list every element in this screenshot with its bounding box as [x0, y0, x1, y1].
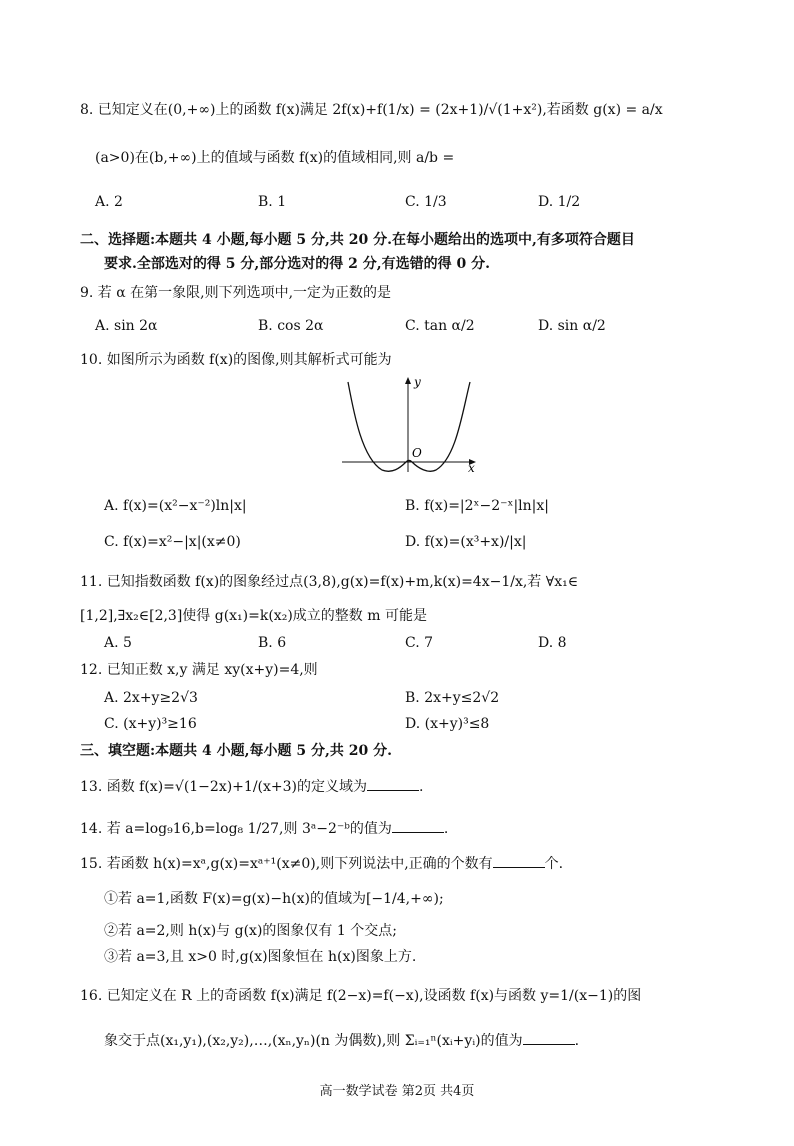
- q16-line1: 16. 已知定义在 R 上的奇函数 f(x)满足 f(2−x)=f(−x),设函数 f(x)与函数 y=1/(x−1)的图: [80, 988, 642, 1004]
- q10-option-b: B. f(x)=|2ˣ−2⁻ˣ|ln|x|: [405, 498, 549, 514]
- q11-option-b: B. 6: [258, 635, 287, 651]
- q15-item-2: ②若 a=2,则 h(x)与 g(x)的图象仅有 1 个交点;: [104, 923, 397, 939]
- q12-stem: 12. 已知正数 x,y 满足 xy(x+y)=4,则: [80, 662, 318, 678]
- q14-tail: .: [443, 821, 449, 837]
- q13-answer-blank[interactable]: [367, 776, 419, 791]
- q8-line2: (a>0)在(b,+∞)上的值域与函数 f(x)的值域相同,则 a/b =: [95, 150, 455, 166]
- q10-option-c: C. f(x)=x²−|x|(x≠0): [104, 534, 241, 550]
- q15-line: [80, 853, 563, 874]
- q15-tail: 个.: [544, 856, 564, 872]
- q11-option-d: D. 8: [538, 635, 567, 651]
- q9-stem: 9. 若 α 在第一象限,则下列选项中,一定为正数的是: [80, 285, 392, 301]
- q14-answer-blank[interactable]: [392, 818, 444, 833]
- q8-option-d: D. 1/2: [538, 194, 581, 210]
- section2-heading-line1: 二、选择题:本题共 4 小题,每小题 5 分,共 20 分.在每小题给出的选项中,有多项符合题目: [80, 232, 635, 248]
- q16-stem: 象交于点(x₁,y₁),(x₂,y₂),…,(xₙ,yₙ)(n 为偶数),则 Σᵢ₌₁ⁿ(xᵢ+yᵢ)的值为: [104, 1033, 523, 1049]
- q15-stem: 15. 若函数 h(x)=xᵃ,g(x)=xᵃ⁺¹(x≠0),则下列说法中,正确的个数有: [80, 856, 493, 872]
- q12-option-b: B. 2x+y≤2√2: [405, 690, 500, 706]
- q10-y-label: y: [414, 375, 421, 389]
- q16-answer-blank[interactable]: [523, 1030, 575, 1045]
- q10-x-label: x: [468, 461, 475, 474]
- q8-option-a: A. 2: [95, 194, 123, 210]
- section3-heading: 三、填空题:本题共 4 小题,每小题 5 分,共 20 分.: [80, 743, 392, 759]
- q8-line1: 8. 已知定义在(0,+∞)上的函数 f(x)满足 2f(x)+f(1/x) = (2x+1)/√(1+x²),若函数 g(x) = a/x: [80, 102, 663, 118]
- q14-stem: 14. 若 a=log₉16,b=log₈ 1/27,则 3ᵃ−2⁻ᵇ的值为: [80, 821, 392, 837]
- q12-option-a: A. 2x+y≥2√3: [104, 690, 198, 706]
- q10-origin-label: O: [412, 446, 422, 460]
- q13-tail: .: [419, 779, 424, 795]
- q9-option-b: B. cos 2α: [258, 318, 324, 334]
- q10-stem: 10. 如图所示为函数 f(x)的图像,则其解析式可能为: [80, 352, 392, 368]
- q9-option-d: D. sin α/2: [538, 318, 606, 334]
- q12-option-d: D. (x+y)³≤8: [405, 716, 490, 732]
- q9-option-a: A. sin 2α: [95, 318, 158, 334]
- q8-option-b: B. 1: [258, 194, 287, 210]
- q11-line1: 11. 已知指数函数 f(x)的图象经过点(3,8),g(x)=f(x)+m,k(x)=4x−1/x,若 ∀x₁∈: [80, 574, 579, 590]
- q15-item-3: ③若 a=3,且 x>0 时,g(x)图象恒在 h(x)图象上方.: [104, 949, 417, 965]
- q10-function-graph: [340, 374, 480, 474]
- q11-option-a: A. 5: [104, 635, 132, 651]
- q13-stem: 13. 函数 f(x)=√(1−2x)+1/(x+3)的定义域为: [80, 779, 367, 795]
- q9-option-c: C. tan α/2: [405, 318, 475, 334]
- q12-option-c: C. (x+y)³≥16: [104, 716, 197, 732]
- q13-line: [80, 776, 423, 797]
- q11-line2: [1,2],∃x₂∈[2,3]使得 g(x₁)=k(x₂)成立的整数 m 可能是: [80, 608, 427, 624]
- q10-option-a: A. f(x)=(x²−x⁻²)ln|x|: [104, 498, 247, 514]
- q16-tail: .: [574, 1033, 580, 1049]
- page-footer: 高一数学试卷 第2页 共4页: [319, 1084, 475, 1099]
- q16-line2: [104, 1030, 579, 1051]
- q10-option-d: D. f(x)=(x³+x)/|x|: [405, 534, 527, 550]
- q11-option-c: C. 7: [405, 635, 434, 651]
- q10-curve: [348, 382, 470, 471]
- q10-y-axis-arrow: [405, 377, 411, 384]
- q14-line: [80, 818, 448, 839]
- section2-heading-line2: 要求.全部选对的得 5 分,部分选对的得 2 分,有选错的得 0 分.: [104, 256, 490, 272]
- q8-option-c: C. 1/3: [405, 194, 447, 210]
- q15-answer-blank[interactable]: [493, 853, 545, 868]
- q15-item-1: ①若 a=1,函数 F(x)=g(x)−h(x)的值域为[−1/4,+∞);: [104, 891, 444, 907]
